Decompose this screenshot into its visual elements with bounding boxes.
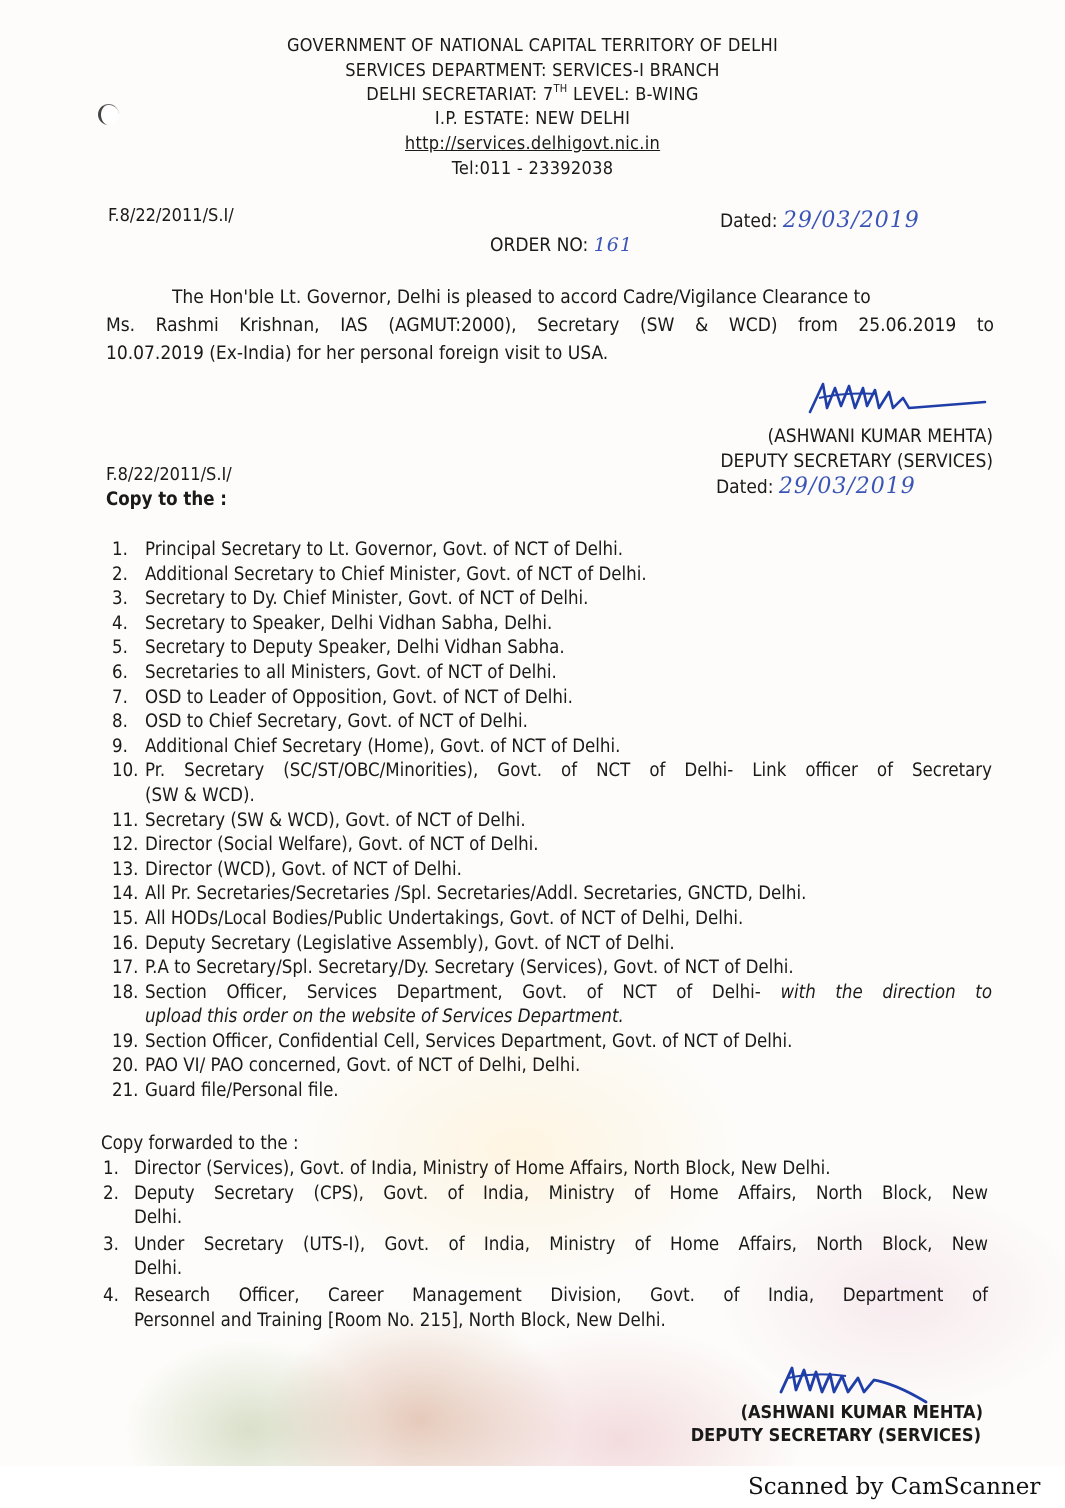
list-item-line-text: Secretary to Dy. Chief Minister, Govt. of NCT of Delhi. xyxy=(145,588,589,610)
order-body-line-3: 10.07.2019 (Ex-India) for her personal foreign visit to USA. xyxy=(106,342,609,364)
list-item-line xyxy=(134,1233,988,1258)
copy-file-number: F.8/22/2011/S.I/ xyxy=(106,464,232,485)
list-item-line-text: Section Officer, Confidential Cell, Services Department, Govt. of NCT of Delhi. xyxy=(145,1030,793,1052)
list-item-line xyxy=(145,1030,992,1055)
website-link[interactable]: http://services.delhigovt.nic.in xyxy=(404,133,661,154)
letterhead-line-2: SERVICES DEPARTMENT: SERVICES-I BRANCH xyxy=(345,60,720,81)
list-item-line-text: OSD to Chief Secretary, Govt. of NCT of Delhi. xyxy=(145,711,528,733)
list-item-text xyxy=(145,833,992,858)
handwritten-order-number: 161 xyxy=(593,234,633,256)
list-item xyxy=(112,981,992,1030)
list-item-line-text: Secretaries to all Ministers, Govt. of NCT of Delhi. xyxy=(145,661,557,683)
list-item-continuation: Delhi. xyxy=(134,1207,183,1229)
list-item-text xyxy=(145,907,992,932)
copy-to-list xyxy=(112,538,992,1104)
list-item xyxy=(112,858,992,883)
list-item-line xyxy=(145,686,992,711)
list-item-line-text: Deputy Secretary (CPS), Govt. of India, Ministry of Home Affairs, North Block, New xyxy=(134,1182,988,1204)
list-item-number: 17. xyxy=(112,957,139,979)
list-item-line-text: P.A to Secretary/Spl. Secretary/Dy. Secretary (Services), Govt. of NCT of Delhi. xyxy=(145,957,794,979)
list-item-number: 14. xyxy=(112,883,139,905)
handwritten-date: 29/03/2019 xyxy=(782,208,920,233)
letterhead-line-4: I.P. ESTATE: NEW DELHI xyxy=(434,108,631,129)
list-item-line-text: Deputy Secretary (Legislative Assembly), Govt. of NCT of Delhi. xyxy=(145,932,675,954)
list-item-line xyxy=(145,956,992,981)
list-item xyxy=(112,1054,992,1079)
list-item-line xyxy=(145,907,992,932)
list-item-text xyxy=(145,686,992,711)
list-item-number: 2. xyxy=(103,1182,119,1204)
list-item xyxy=(103,1233,988,1282)
list-item-number: 8. xyxy=(112,711,128,733)
list-item-text xyxy=(145,759,992,808)
list-item-line-text: Principal Secretary to Lt. Governor, Govt. of NCT of Delhi. xyxy=(145,539,623,560)
list-item xyxy=(112,661,992,686)
order-number xyxy=(490,234,633,256)
list-item-text xyxy=(145,587,992,612)
copy-forwarded-heading: Copy forwarded to the : xyxy=(101,1133,299,1154)
list-item xyxy=(112,1030,992,1055)
list-item-line-text: Director (Social Welfare), Govt. of NCT of Delhi. xyxy=(145,834,539,856)
order-date xyxy=(720,210,920,232)
list-item-number: 1. xyxy=(103,1158,119,1179)
list-item-line-text: Additional Chief Secretary (Home), Govt. of NCT of Delhi. xyxy=(145,735,621,757)
list-item-line xyxy=(145,1054,992,1079)
letterhead-superscript: TH xyxy=(553,82,568,95)
list-item xyxy=(103,1157,988,1182)
copy-to-heading: Copy to the : xyxy=(106,489,227,510)
list-item-text xyxy=(145,1030,992,1055)
list-item-continuation: upload this order on the website of Services Department. xyxy=(145,1006,624,1028)
dated-label: Dated: xyxy=(720,210,778,232)
list-item xyxy=(112,612,992,637)
list-item-number: 4. xyxy=(112,612,128,634)
list-item-line-text: PAO VI/ PAO concerned, Govt. of NCT of Delhi, Delhi. xyxy=(145,1055,581,1077)
list-item-number: 19. xyxy=(112,1030,139,1052)
list-item-text xyxy=(145,809,992,834)
list-item-line xyxy=(134,1284,988,1309)
list-item-text xyxy=(145,1079,992,1104)
list-item-line xyxy=(145,809,992,834)
list-item xyxy=(112,710,992,735)
list-item-line xyxy=(145,932,992,957)
signature-dated-label: Dated: xyxy=(716,476,774,498)
list-item xyxy=(112,587,992,612)
letterhead-line-3 xyxy=(0,84,1065,106)
list-item xyxy=(112,563,992,588)
list-item-text xyxy=(134,1284,988,1333)
signature-image-2 xyxy=(776,1362,936,1404)
list-item-number: 4. xyxy=(103,1284,119,1306)
list-item-line xyxy=(145,538,992,563)
list-item-number: 12. xyxy=(112,834,139,856)
list-item xyxy=(112,636,992,661)
list-item xyxy=(112,809,992,834)
signature-date xyxy=(716,476,916,498)
list-item xyxy=(112,1079,992,1104)
list-item-line xyxy=(145,833,992,858)
list-item-text xyxy=(145,981,992,1030)
list-item-continuation: Personnel and Training [Room No. 215], North Block, New Delhi. xyxy=(134,1309,666,1331)
list-item-number: 3. xyxy=(112,588,128,610)
list-item-number: 5. xyxy=(112,637,128,659)
list-item-line-text: Secretary to Speaker, Delhi Vidhan Sabha, Delhi. xyxy=(145,612,553,634)
letterhead-line-3-text: DELHI SECRETARIAT: 7 xyxy=(366,84,554,105)
list-item-line xyxy=(145,563,992,588)
letterhead-line-1: GOVERNMENT OF NATIONAL CAPITAL TERRITORY OF DELHI xyxy=(286,35,779,56)
list-item-text xyxy=(145,636,992,661)
file-number: F.8/22/2011/S.I/ xyxy=(108,205,234,226)
list-item-number: 16. xyxy=(112,932,139,954)
list-item-number: 20. xyxy=(112,1055,139,1077)
order-body-line-2: Ms. Rashmi Krishnan, IAS (AGMUT:2000), Secretary (SW & WCD) from 25.06.2019 to xyxy=(106,314,994,336)
list-item-line-text: Section Officer, Services Department, Govt. of NCT of Delhi- xyxy=(145,981,761,1003)
list-item-number: 13. xyxy=(112,858,139,880)
list-item-number: 15. xyxy=(112,907,139,929)
list-item-line xyxy=(145,612,992,637)
list-item-number: 7. xyxy=(112,686,128,708)
list-item xyxy=(112,907,992,932)
order-body-text-1: The Hon'ble Lt. Governor, Delhi is pleased to accord Cadre/Vigilance Clearance to xyxy=(172,286,871,308)
list-item-text xyxy=(145,956,992,981)
list-item-text xyxy=(145,858,992,883)
list-item-text xyxy=(145,612,992,637)
order-no-label: ORDER NO: xyxy=(490,234,589,256)
list-item xyxy=(112,833,992,858)
list-item-text xyxy=(145,1054,992,1079)
list-item-line-text: Under Secretary (UTS-I), Govt. of India, Ministry of Home Affairs, North Block, New xyxy=(134,1233,988,1255)
list-item-text xyxy=(145,882,992,907)
list-item xyxy=(112,882,992,907)
list-item xyxy=(112,932,992,957)
list-item-line-text: All HODs/Local Bodies/Public Undertakings, Govt. of NCT of Delhi, Delhi. xyxy=(145,907,744,929)
letterhead-telephone: Tel:011 - 23392038 xyxy=(451,158,614,179)
letterhead-line-3-rest: LEVEL: B-WING xyxy=(567,84,699,105)
list-item-line-text: Secretary (SW & WCD), Govt. of NCT of Delhi. xyxy=(145,809,526,831)
order-body xyxy=(106,283,994,367)
list-item xyxy=(112,735,992,760)
list-item-text xyxy=(145,661,992,686)
list-item-line-text: Director (Services), Govt. of India, Ministry of Home Affairs, North Block, New Delhi. xyxy=(134,1158,831,1179)
list-item-line xyxy=(145,710,992,735)
list-item-line xyxy=(145,759,992,784)
list-item-line-text: Research Officer, Career Management Division, Govt. of India, Department of xyxy=(134,1284,988,1306)
list-item-number: 21. xyxy=(112,1080,139,1102)
list-item xyxy=(112,956,992,981)
signatory-designation-2: DEPUTY SECRETARY (SERVICES) xyxy=(690,1425,981,1446)
order-body-line-1 xyxy=(106,283,994,311)
list-item-line-text: Pr. Secretary (SC/ST/OBC/Minorities), Govt. of NCT of Delhi- Link officer of Secretary xyxy=(145,760,992,782)
list-item-number: 18. xyxy=(112,981,139,1003)
list-item-line xyxy=(145,1079,992,1104)
list-item-continuation: Delhi. xyxy=(134,1258,183,1280)
list-item xyxy=(103,1182,988,1231)
list-item-text xyxy=(145,710,992,735)
list-item-line-text: OSD to Leader of Opposition, Govt. of NCT of Delhi. xyxy=(145,686,573,708)
list-item-text xyxy=(134,1233,988,1282)
signatory-name-1: (ASHWANI KUMAR MEHTA) xyxy=(767,425,993,447)
list-item-line-text: Guard file/Personal file. xyxy=(145,1080,339,1102)
list-item xyxy=(103,1284,988,1333)
signature-image-1 xyxy=(805,378,990,420)
list-item-text xyxy=(134,1157,988,1182)
list-item-number: 3. xyxy=(103,1233,119,1255)
list-item-line xyxy=(134,1182,988,1207)
list-item-text xyxy=(134,1182,988,1231)
handwritten-signature-date: 29/03/2019 xyxy=(778,474,916,499)
signatory-name-2: (ASHWANI KUMAR MEHTA) xyxy=(740,1402,983,1423)
list-item xyxy=(112,538,992,563)
list-item-number: 1. xyxy=(112,539,128,560)
copy-forwarded-list xyxy=(103,1157,988,1333)
list-item-line xyxy=(145,882,992,907)
list-item-text xyxy=(145,735,992,760)
list-item-line xyxy=(145,981,992,1006)
list-item-number: 11. xyxy=(112,809,139,831)
list-item-number: 10. xyxy=(112,760,139,782)
list-item-continuation: (SW & WCD). xyxy=(145,784,255,806)
list-item-number: 6. xyxy=(112,661,128,683)
list-item-number: 2. xyxy=(112,563,128,585)
list-item-line xyxy=(145,735,992,760)
list-item-italic-text: with the direction to xyxy=(760,981,992,1003)
list-item-line-text: Additional Secretary to Chief Minister, Govt. of NCT of Delhi. xyxy=(145,563,647,585)
letterhead-website xyxy=(0,133,1065,155)
list-item-line xyxy=(145,587,992,612)
list-item-line-text: Director (WCD), Govt. of NCT of Delhi. xyxy=(145,858,462,880)
list-item xyxy=(112,686,992,711)
list-item-text xyxy=(145,563,992,588)
list-item-line xyxy=(145,661,992,686)
list-item-line-text: Secretary to Deputy Speaker, Delhi Vidhan Sabha. xyxy=(145,637,565,659)
camscanner-watermark: Scanned by CamScanner xyxy=(748,1474,1041,1500)
list-item-line-text: All Pr. Secretaries/Secretaries /Spl. Secretaries/Addl. Secretaries, GNCTD, Delhi. xyxy=(145,883,807,905)
list-item-number: 9. xyxy=(112,735,128,757)
list-item-line xyxy=(134,1157,988,1182)
list-item xyxy=(112,759,992,808)
list-item-text xyxy=(145,932,992,957)
signatory-designation-1: DEPUTY SECRETARY (SERVICES) xyxy=(720,450,993,472)
list-item-line xyxy=(145,858,992,883)
list-item-text xyxy=(145,538,992,563)
list-item-line xyxy=(145,636,992,661)
